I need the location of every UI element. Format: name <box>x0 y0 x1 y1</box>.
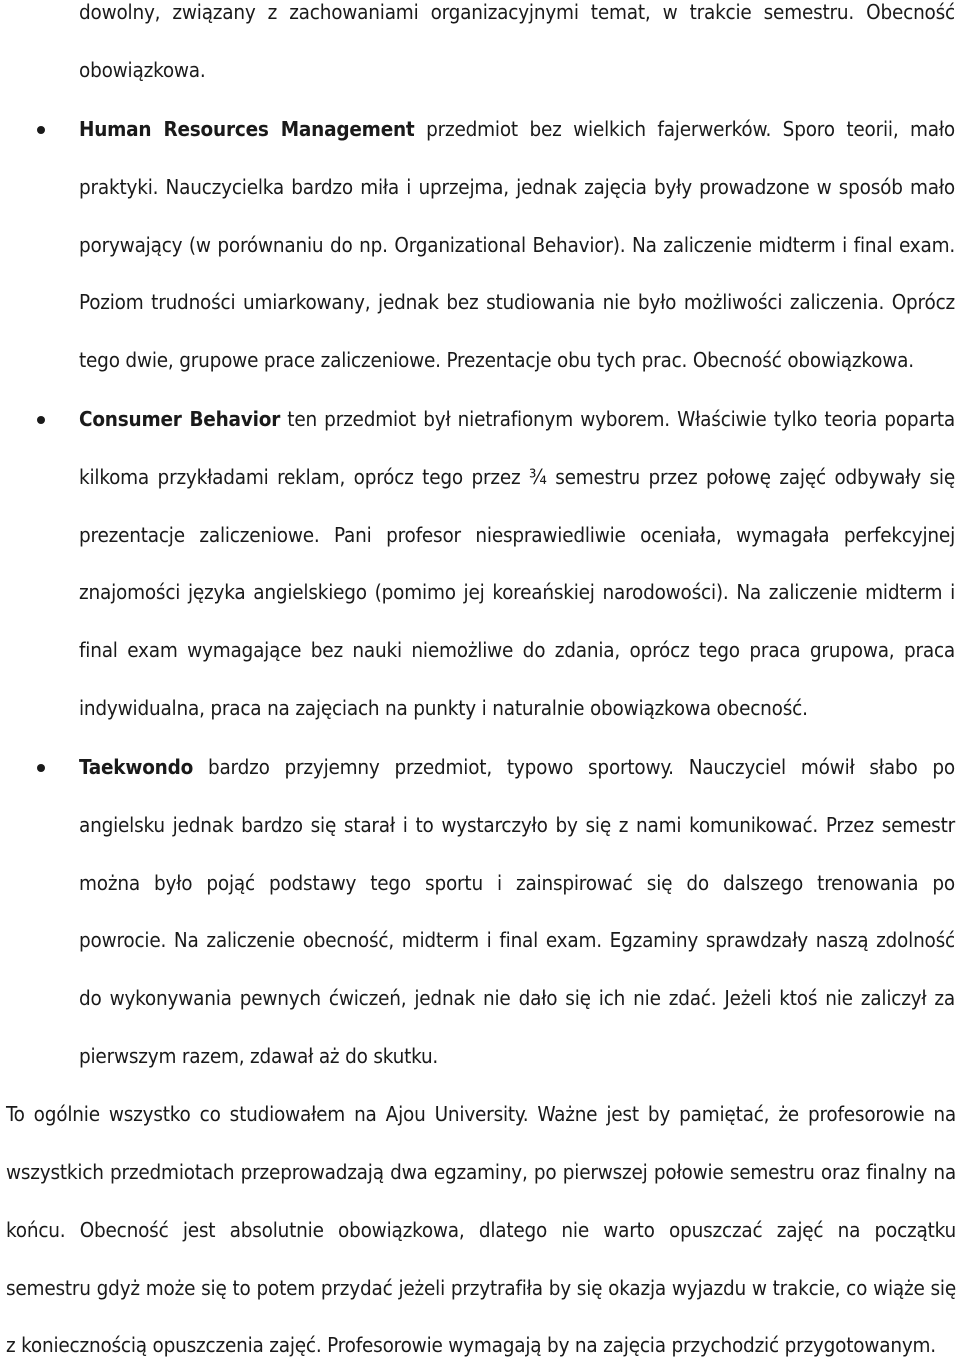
paragraph-line: To ogólnie wszystko co studiowałem na Ajou University. Ważne jest by pamiętać, że profesorowie na <box>6 1102 956 1126</box>
list-item-cb-line <box>79 407 955 431</box>
paragraph-text: bardzo przyjemny przedmiot, typowo sportowy. Nauczyciel mówił słabo po <box>193 755 955 779</box>
paragraph-line: Poziom trudności umiarkowany, jednak bez studiowania nie było możliwości zaliczenia. Oprócz <box>79 290 955 314</box>
list-item-tkd-line <box>79 755 955 779</box>
paragraph-line: final exam wymagające bez nauki niemożliwe do zdania, oprócz tego praca grupowa, praca <box>79 638 955 662</box>
list-item-hrm-line <box>79 117 955 141</box>
paragraph-line: obowiązkowa. <box>79 58 206 82</box>
bullet-marker <box>37 764 45 772</box>
paragraph-line: z koniecznością opuszczenia zajęć. Profesorowie wymagają by na zajęcia przychodzić przygotowanym. <box>6 1333 936 1357</box>
paragraph-line: pierwszym razem, zdawał aż do skutku. <box>79 1044 439 1068</box>
paragraph-line: kilkoma przykładami reklam, oprócz tego przez ¾ semestru przez połowę zajęć odbywały się <box>79 465 955 489</box>
paragraph-text: ten przedmiot był nietrafionym wyborem. Właściwie tylko teoria poparta <box>280 407 955 431</box>
paragraph-line: dowolny, związany z zachowaniami organizacyjnymi temat, w trakcie semestru. Obecność <box>79 0 955 24</box>
paragraph-line: angielsku jednak bardzo się starał i to wystarczyło by się z nami komunikować. Przez semestr <box>79 813 955 837</box>
paragraph-line: semestru gdyż może się to potem przydać jeżeli przytrafiła by się okazja wyjazdu w trakcie, co wiąże się <box>6 1276 956 1300</box>
paragraph-line: porywający (w porównaniu do np. Organizational Behavior). Na zaliczenie midterm i final exam. <box>79 233 955 257</box>
bullet-marker <box>37 416 45 424</box>
paragraph-line: do wykonywania pewnych ćwiczeń, jednak nie dało się ich nie zdać. Jeżeli ktoś nie zaliczył za <box>79 986 955 1010</box>
course-title-hrm: Human Resources Management <box>79 117 415 141</box>
paragraph-line: znajomości języka angielskiego (pomimo jej koreańskiej narodowości). Na zaliczenie midterm i <box>79 580 955 604</box>
paragraph-line: można było pojąć podstawy tego sportu i zainspirować się do dalszego trenowania po <box>79 871 955 895</box>
course-title-tkd: Taekwondo <box>79 755 194 779</box>
bullet-marker <box>37 126 45 134</box>
paragraph-text: przedmiot bez wielkich fajerwerków. Sporo teorii, mało <box>414 117 955 141</box>
paragraph-line: powrocie. Na zaliczenie obecność, midterm i final exam. Egzaminy sprawdzały naszą zdolność <box>79 928 955 952</box>
paragraph-line: prezentacje zaliczeniowe. Pani profesor niesprawiedliwie oceniała, wymagała perfekcyjnej <box>79 523 955 547</box>
paragraph-line: indywidualna, praca na zajęciach na punkty i naturalnie obowiązkowa obecność. <box>79 696 808 720</box>
course-title-cb: Consumer Behavior <box>79 407 281 431</box>
paragraph-line: praktyki. Nauczycielka bardzo miła i uprzejma, jednak zajęcia były prowadzone w sposób mało <box>79 175 955 199</box>
paragraph-line: końcu. Obecność jest absolutnie obowiązkowa, dlatego nie warto opuszczać zajęć na początku <box>6 1218 956 1242</box>
paragraph-line: wszystkich przedmiotach przeprowadzają dwa egzaminy, po pierwszej połowie semestru oraz finalny na <box>6 1160 956 1184</box>
paragraph-line: tego dwie, grupowe prace zaliczeniowe. Prezentacje obu tych prac. Obecność obowiązkowa. <box>79 348 914 372</box>
